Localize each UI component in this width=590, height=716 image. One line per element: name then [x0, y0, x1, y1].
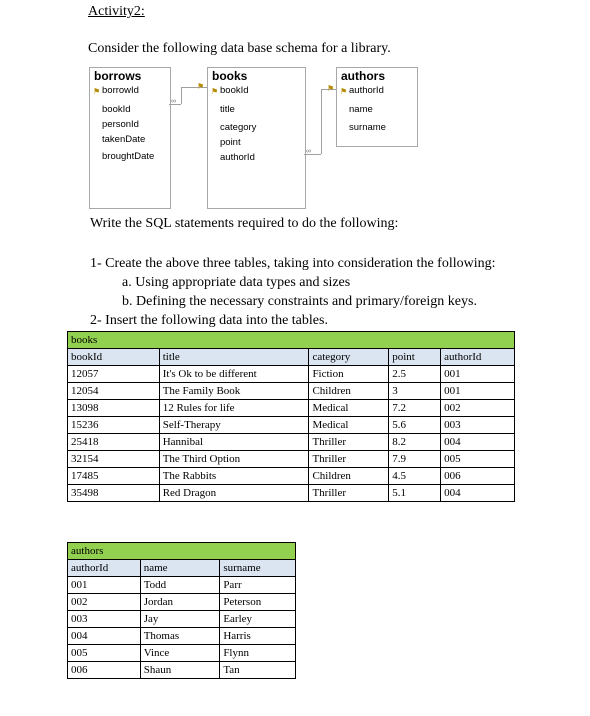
table-cell: 002	[68, 594, 141, 611]
table-cell: 005	[441, 451, 515, 468]
task-1b: b. Defining the necessary constraints and primary/foreign keys.	[122, 294, 477, 309]
schema-field: name	[349, 104, 373, 115]
authors-data-table	[67, 542, 296, 679]
table-row	[68, 366, 515, 383]
table-cell: Peterson	[220, 594, 296, 611]
table-cell: Thriller	[309, 451, 389, 468]
table-cell: 004	[441, 485, 515, 502]
schema-authors-table	[336, 67, 418, 147]
table-cell: The Third Option	[159, 451, 309, 468]
table-cell: 003	[441, 417, 515, 434]
table-cell: 5.1	[389, 485, 441, 502]
table-row	[68, 628, 296, 645]
table-cell: 005	[68, 645, 141, 662]
intro-text: Consider the following data base schema for a library.	[88, 41, 391, 56]
table-cell: 3	[389, 383, 441, 400]
table-cell: Shaun	[140, 662, 220, 679]
column-header: name	[140, 560, 220, 577]
table-cell: Fiction	[309, 366, 389, 383]
table-cell: 7.2	[389, 400, 441, 417]
table-cell: 006	[68, 662, 141, 679]
table-cell: Jordan	[140, 594, 220, 611]
table-cell: Children	[309, 383, 389, 400]
table-cell: Red Dragon	[159, 485, 309, 502]
table-cell: 2.5	[389, 366, 441, 383]
table-cell: 004	[68, 628, 141, 645]
table-row	[68, 434, 515, 451]
table-cell: 4.5	[389, 468, 441, 485]
task-2: 2- Insert the following data into the tables.	[90, 313, 328, 328]
table-cell: Medical	[309, 400, 389, 417]
table-cell: Children	[309, 468, 389, 485]
table-cell: Tan	[220, 662, 296, 679]
schema-field: category	[220, 122, 257, 133]
many-icon: ∞	[171, 98, 176, 105]
table-row	[68, 611, 296, 628]
table-cell: 001	[441, 366, 515, 383]
table-cell: 25418	[68, 434, 160, 451]
table-cell: 13098	[68, 400, 160, 417]
table-row	[68, 594, 296, 611]
key-icon: ⚑	[340, 87, 348, 96]
table-row	[68, 468, 515, 485]
table-cell: Thomas	[140, 628, 220, 645]
table-row	[68, 400, 515, 417]
table-cell: 32154	[68, 451, 160, 468]
key-icon: ⚑	[211, 87, 219, 96]
table-cell: Todd	[140, 577, 220, 594]
schema-borrows-table	[89, 67, 171, 209]
schema-field: authorId	[220, 152, 255, 163]
schema-field: takenDate	[102, 134, 146, 145]
table-cell: Earley	[220, 611, 296, 628]
table-cell: 5.6	[389, 417, 441, 434]
task-1a: a. Using appropriate data types and sizes	[122, 275, 351, 290]
table-cell: 004	[441, 434, 515, 451]
column-header: authorId	[68, 560, 141, 577]
schema-field: surname	[349, 122, 386, 133]
table-cell: Thriller	[309, 485, 389, 502]
table-cell: 35498	[68, 485, 160, 502]
table-cell: Vince	[140, 645, 220, 662]
table-cell: 12 Rules for life	[159, 400, 309, 417]
column-header: point	[389, 349, 441, 366]
many-icon: ∞	[306, 148, 311, 155]
table-cell: Parr	[220, 577, 296, 594]
table-cell: 001	[441, 383, 515, 400]
table-caption: authors	[68, 543, 296, 560]
table-cell: Self-Therapy	[159, 417, 309, 434]
schema-table-name: authors	[341, 69, 386, 83]
table-cell: Hannibal	[159, 434, 309, 451]
table-cell: 17485	[68, 468, 160, 485]
table-row	[68, 417, 515, 434]
table-cell: 006	[441, 468, 515, 485]
relationship-line	[181, 87, 182, 104]
table-cell: 8.2	[389, 434, 441, 451]
key-icon: ⚑	[327, 84, 335, 93]
relationship-line	[321, 89, 322, 154]
table-cell: The Family Book	[159, 383, 309, 400]
table-cell: 12057	[68, 366, 160, 383]
table-cell: 001	[68, 577, 141, 594]
column-header: surname	[220, 560, 296, 577]
books-data-table	[67, 331, 515, 502]
schema-table-name: books	[212, 69, 248, 83]
column-header: category	[309, 349, 389, 366]
schema-books-table	[207, 67, 306, 209]
table-cell: Jay	[140, 611, 220, 628]
table-cell: 12054	[68, 383, 160, 400]
table-cell: 15236	[68, 417, 160, 434]
table-cell: Medical	[309, 417, 389, 434]
table-row	[68, 485, 515, 502]
schema-field: ⚑ authorId	[337, 83, 417, 98]
table-caption: books	[68, 332, 515, 349]
table-cell: Flynn	[220, 645, 296, 662]
table-row	[68, 645, 296, 662]
table-row	[68, 577, 296, 594]
table-row	[68, 383, 515, 400]
table-header-row	[68, 349, 515, 366]
write-prompt: Write the SQL statements required to do the following:	[90, 216, 399, 231]
table-cell: It's Ok to be different	[159, 366, 309, 383]
schema-field: broughtDate	[102, 151, 155, 162]
schema-table-name: borrows	[94, 69, 142, 83]
column-header: title	[159, 349, 309, 366]
table-header-row	[68, 560, 296, 577]
table-cell: Harris	[220, 628, 296, 645]
table-row	[68, 451, 515, 468]
schema-field: personId	[102, 119, 139, 130]
schema-field: point	[220, 137, 241, 148]
activity-title: Activity2:	[88, 4, 145, 19]
schema-field: title	[220, 104, 235, 115]
column-header: bookId	[68, 349, 160, 366]
table-cell: 002	[441, 400, 515, 417]
key-icon: ⚑	[93, 87, 101, 96]
schema-field: bookId	[102, 104, 131, 115]
table-cell: 7.9	[389, 451, 441, 468]
column-header: authorId	[441, 349, 515, 366]
table-cell: 003	[68, 611, 141, 628]
schema-field: ⚑ bookId	[208, 83, 305, 98]
table-cell: The Rabbits	[159, 468, 309, 485]
schema-field: ⚑ borrowId	[90, 83, 170, 98]
key-icon: ⚑	[197, 82, 205, 91]
table-row	[68, 662, 296, 679]
task-1: 1- Create the above three tables, taking into consideration the following:	[90, 256, 496, 271]
table-cell: Thriller	[309, 434, 389, 451]
